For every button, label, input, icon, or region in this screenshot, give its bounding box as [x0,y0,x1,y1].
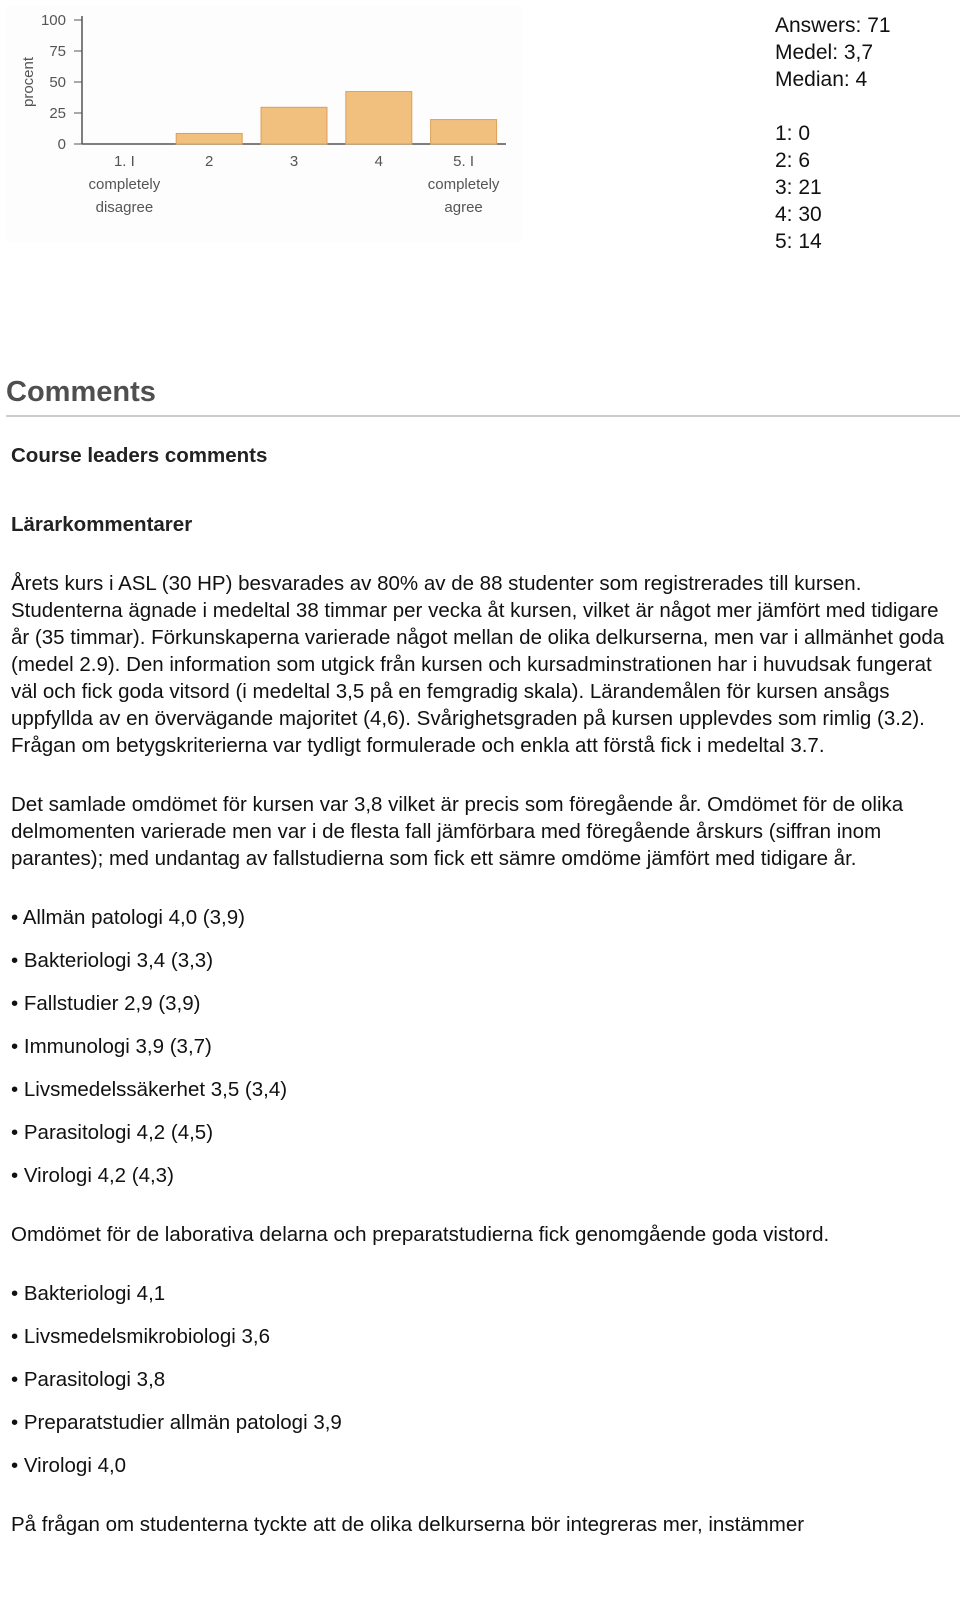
stats-spacer [775,93,891,120]
bar [261,107,327,144]
count-3: 3: 21 [775,176,822,199]
y-axis-label: procent [20,56,37,108]
x-tick-label: completely [88,176,161,193]
comment-paragraph-2: Det samlade omdömet för kursen var 3,8 vilket är precis som föregående år. Omdömet för de olika delmomenten varierade men var i de flesta fall jämförbara med föregående årskurs (siffran inom parantes); med undantag av fallstudierna som fick ett sämre omdöme jämfört med tidigare år. [11,793,904,870]
mean-value: Medel: 3,7 [775,41,874,64]
comments-content [11,442,951,1538]
y-tick-label: 0 [57,136,66,153]
comment-paragraph-3: Omdömet för de laborativa delarna och preparatstudierna fick genomgående goda vistord. [11,1223,830,1246]
count-5: 5: 14 [775,230,822,253]
y-tick-label: 50 [49,74,66,91]
list-item: • Bakteriologi 3,4 (3,3) [11,947,951,974]
bar [431,120,497,144]
count-2: 2: 6 [775,149,811,172]
median-value: Median: 4 [775,68,868,91]
x-tick-label: 1. I [113,153,135,170]
lab-ratings-list [11,1280,951,1479]
x-tick-label: 4 [374,153,383,170]
list-item: • Immunologi 3,9 (3,7) [11,1033,951,1060]
teacher-comments-heading: Lärarkommentarer [11,513,193,536]
course-leaders-heading: Course leaders comments [11,444,268,467]
y-tick-label: 100 [40,12,66,29]
x-tick-label: 3 [289,153,299,170]
list-item: • Virologi 4,0 [11,1452,951,1479]
list-item: • Parasitologi 4,2 (4,5) [11,1119,951,1146]
comment-paragraph-4: På frågan om studenterna tyckte att de olika delkurserna bör integreras mer, instämmer [11,1513,805,1536]
bar-chart [6,6,522,242]
list-item: • Virologi 4,2 (4,3) [11,1162,951,1189]
x-tick-label: disagree [95,199,154,216]
answers-count: Answers: 71 [775,14,891,37]
list-item: • Fallstudier 2,9 (3,9) [11,990,951,1017]
stats-panel [775,12,891,255]
bar [346,92,412,144]
list-item: • Preparatstudier allmän patologi 3,9 [11,1409,951,1436]
x-tick-label: completely [427,176,500,193]
comments-heading: Comments [6,376,960,417]
x-tick-label: 5. I [453,153,475,170]
list-item: • Parasitologi 3,8 [11,1366,951,1393]
chart-svg [6,6,522,242]
list-item: • Allmän patologi 4,0 (3,9) [11,904,951,931]
list-item: • Livsmedelssäkerhet 3,5 (3,4) [11,1076,951,1103]
count-1: 1: 0 [775,122,811,145]
count-4: 4: 30 [775,203,822,226]
comment-paragraph-1: Årets kurs i ASL (30 HP) besvarades av 80% av de 88 studenter som registrerades till kursen. Studenterna ägnade i medeltal 38 timmar per vecka åt kursen, vilket är något mer jämfört med tidigare år (35 timmar). Förkunskaperna varierade något mellan de olika delkurserna, men var i allmänhet goda (medel 2.9). Den information som utgick från kursen och kursadminstrationen har i huvudsak fungerat väl och fick goda vitsord (i medeltal 3,5 på en femgradig skala). Lärandemålen för kursen ansågs uppfyllda av en övervägande majoritet (4,6). Svårighetsgraden på kursen upplevdes som rimlig (3.2). Frågan om betygskriterierna var tydligt formulerade och enkla att förstå fick i medeltal 3.7. [11,572,945,757]
x-tick-label: 2 [205,153,214,170]
list-item: • Livsmedelsmikrobiologi 3,6 [11,1323,951,1350]
x-tick-label: agree [444,199,483,216]
module-ratings-list [11,904,951,1189]
bar [176,133,242,144]
list-item: • Bakteriologi 4,1 [11,1280,951,1307]
y-tick-label: 75 [49,43,66,60]
y-tick-label: 25 [49,105,66,122]
